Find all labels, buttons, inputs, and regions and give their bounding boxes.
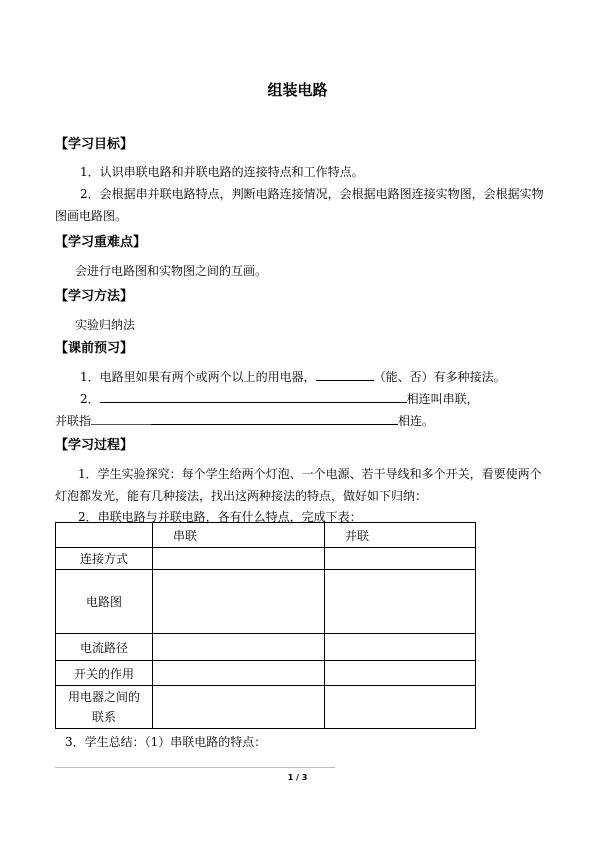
preview-question-2-cont: [55, 412, 434, 429]
comparison-table: [55, 522, 476, 729]
preview-q2-suffix: 相连叫串联，: [406, 392, 479, 406]
fill-blank[interactable]: [151, 413, 398, 425]
table-cell[interactable]: [153, 634, 325, 661]
row-label: 电流路径: [56, 634, 153, 661]
table-cell[interactable]: [153, 548, 325, 570]
page-number: 1 / 3: [287, 773, 308, 782]
table-row: [56, 686, 476, 729]
table-cell[interactable]: [325, 661, 476, 686]
fill-blank[interactable]: [91, 413, 151, 425]
table-cell[interactable]: [325, 570, 476, 634]
table-row: [56, 548, 476, 570]
row-label: 开关的作用: [56, 661, 153, 686]
process-item-3: 3．学生总结：（1）串联电路的特点：: [65, 735, 267, 749]
page-title: 组装电路: [267, 81, 328, 99]
table-cell[interactable]: [153, 661, 325, 686]
table-header-row: [56, 523, 476, 548]
table-header-cell: 串联: [153, 523, 325, 548]
section-heading-method: 【学习方法】: [55, 289, 134, 304]
table-row: [56, 570, 476, 634]
row-label: 连接方式: [56, 548, 153, 570]
row-label-line: 用电器之间的: [67, 690, 140, 704]
process-item-2: 2．串联电路与并联电路，各有什么特点，完成下表：: [78, 510, 362, 524]
section-heading-process: 【学习过程】: [55, 438, 134, 453]
section-heading-difficulty: 【学习重难点】: [55, 235, 147, 250]
preview-q2-prefix: 2．: [80, 392, 100, 406]
goal-item-2: 2．会根据串并联电路特点，判断电路连接情况，会根据电路图连接实物图，会根据实物: [80, 187, 544, 201]
preview-question-2: [80, 390, 479, 407]
goal-item-1: 1．认识串联电路和并联电路的连接特点和工作特点。: [80, 165, 364, 179]
table-row: [56, 661, 476, 686]
table-row: [56, 634, 476, 661]
process-item-1: 1．学生实验探究：每个学生给两个灯泡、一个电源、若干导线和多个开关，看要使两个: [78, 467, 542, 481]
row-label: [56, 686, 153, 729]
table-cell[interactable]: [325, 686, 476, 729]
row-label: 电路图: [56, 570, 153, 634]
table-header-cell: 并联: [325, 523, 476, 548]
table-cell[interactable]: [325, 634, 476, 661]
fill-blank[interactable]: [100, 391, 407, 403]
table-cell[interactable]: [153, 686, 325, 729]
preview-q1-prefix: 1．电路里如果有两个或两个以上的用电器，: [80, 370, 316, 384]
preview-q2b-suffix: 相连。: [398, 414, 435, 428]
table-cell[interactable]: [325, 548, 476, 570]
fill-blank[interactable]: [316, 369, 374, 381]
goal-item-2-cont: 图画电路图。: [55, 209, 128, 223]
preview-q2b-prefix: 并联指: [55, 414, 92, 428]
method-text: 实验归纳法: [75, 318, 136, 332]
section-heading-preview: 【课前预习】: [55, 341, 134, 356]
footer-divider: [55, 767, 335, 768]
table-cell[interactable]: [153, 570, 325, 634]
difficulty-text: 会进行电路图和实物图之间的互画。: [75, 264, 268, 278]
table-header-cell: [56, 523, 153, 548]
row-label-line: 联系: [91, 710, 116, 724]
process-item-1-cont: 灯泡都发光，能有几种接法，找出这两种接法的特点，做好如下归纳：: [55, 489, 428, 503]
preview-q1-suffix: （能、否）有多种接法。: [373, 370, 506, 384]
preview-question-1: [80, 368, 506, 385]
section-heading-goals: 【学习目标】: [55, 137, 134, 152]
